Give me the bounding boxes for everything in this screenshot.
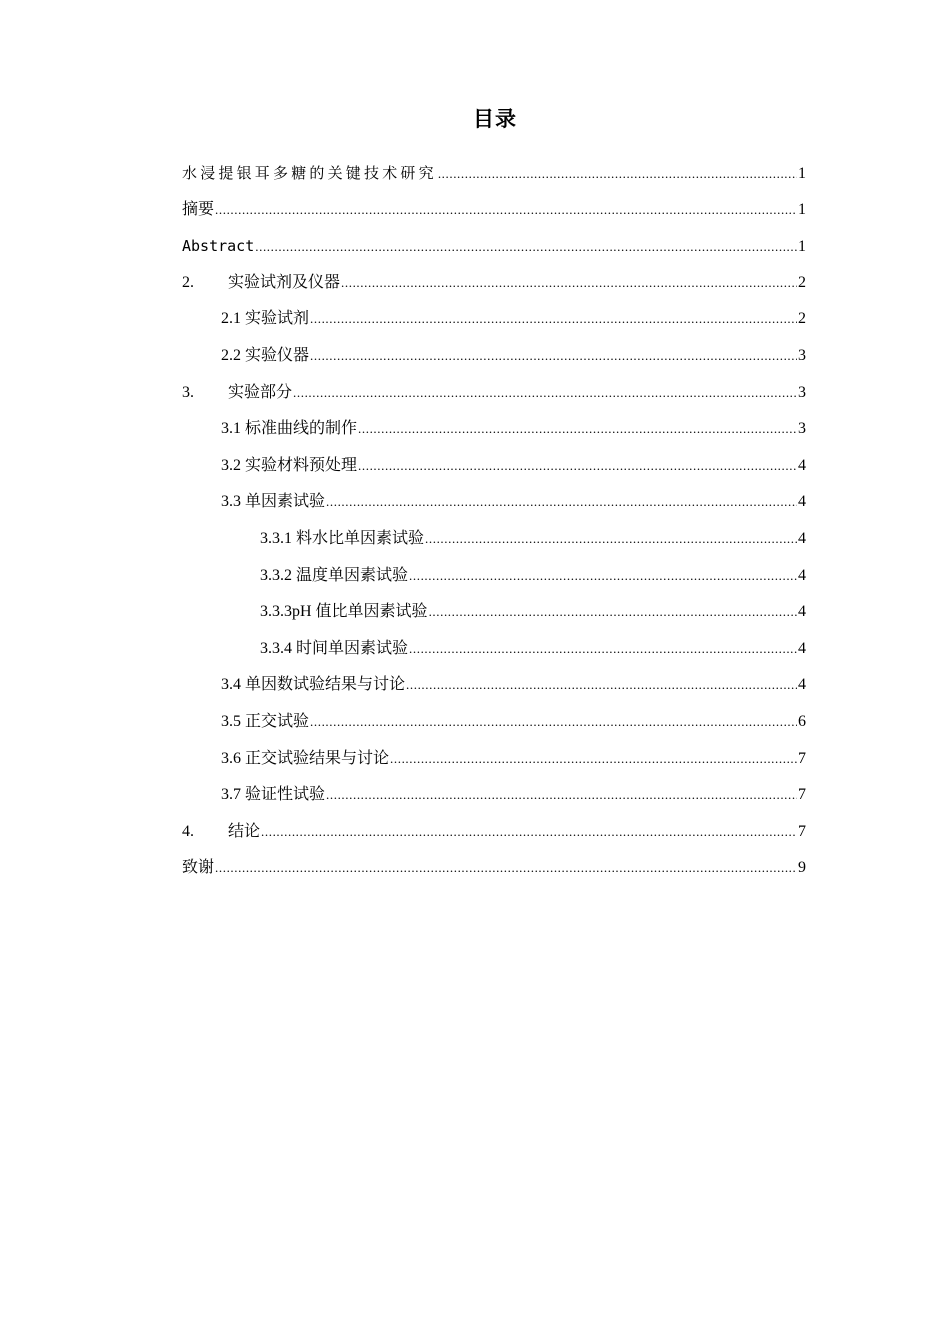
toc-entry-page-number: 7 (798, 786, 806, 804)
toc-entry-label: 3.3.2 温度单因素试验 (260, 566, 409, 584)
toc-entry[interactable] (182, 228, 806, 265)
toc-dot-leader (358, 411, 797, 448)
toc-dot-leader (390, 741, 797, 778)
toc-dot-leader (310, 704, 797, 741)
toc-dot-leader (261, 814, 797, 851)
toc-entry-label: 摘要 (182, 200, 215, 218)
toc-dot-leader (293, 375, 797, 412)
toc-dot-leader (215, 850, 797, 887)
toc-entry-page-number: 3 (798, 420, 806, 438)
toc-dot-leader (326, 777, 797, 814)
toc-dot-leader (429, 594, 797, 631)
toc-entry[interactable] (182, 265, 806, 302)
toc-entry[interactable] (182, 301, 806, 338)
toc-dot-leader (255, 229, 797, 266)
toc-entry-page-number: 3 (798, 346, 806, 364)
toc-entry-label: 实验部分 (228, 383, 293, 401)
toc-entry-label: 致谢 (182, 859, 215, 877)
toc-entry[interactable] (182, 521, 806, 558)
toc-dot-leader (409, 558, 797, 595)
toc-entry-label: 2.2 实验仪器 (221, 346, 310, 364)
toc-entry-number: 4. (182, 822, 194, 840)
toc-entry-page-number: 7 (798, 749, 806, 767)
toc-entry-label: 3.3.1 料水比单因素试验 (260, 529, 425, 547)
toc-entry[interactable] (182, 558, 806, 595)
toc-entry-number: 3. (182, 383, 194, 401)
toc-dot-leader (310, 338, 797, 375)
toc-entry[interactable] (182, 375, 806, 412)
toc-dot-leader (425, 521, 797, 558)
toc-entry-page-number: 7 (798, 822, 806, 840)
toc-entry-label: 3.4 单因数试验结果与讨论 (221, 676, 406, 694)
toc-entry-label: 3.1 标准曲线的制作 (221, 420, 358, 438)
toc-dot-leader (358, 448, 797, 485)
toc-entry-label: 3.2 实验材料预处理 (221, 456, 358, 474)
toc-entry-number: 2. (182, 273, 194, 291)
toc-title: 目录 (473, 107, 517, 131)
toc-entry-page-number: 1 (798, 165, 806, 182)
toc-entry[interactable] (182, 850, 806, 887)
toc-entry[interactable] (182, 741, 806, 778)
toc-entry[interactable] (182, 338, 806, 375)
toc-entry-page-number: 1 (798, 200, 806, 218)
toc-entry-page-number: 6 (798, 712, 806, 730)
toc-dot-leader (326, 484, 797, 521)
toc-entry-label: 水浸提银耳多糖的关键技术研究 (182, 164, 437, 182)
toc-entry-page-number: 9 (798, 859, 806, 877)
toc-entry-page-number: 2 (798, 310, 806, 328)
toc-dot-leader (341, 265, 797, 302)
toc-entry-page-number: 4 (798, 529, 806, 547)
toc-entry-label: 3.3 单因素试验 (221, 493, 326, 511)
toc-entry[interactable] (182, 814, 806, 851)
toc-entry[interactable] (182, 594, 806, 631)
toc-dot-leader (438, 156, 797, 193)
toc-entry-page-number: 3 (798, 383, 806, 401)
toc-entry[interactable] (182, 704, 806, 741)
toc-entry-page-number: 4 (798, 639, 806, 657)
toc-entry[interactable] (182, 631, 806, 668)
toc-entry-label: 实验试剂及仪器 (228, 273, 341, 291)
toc-entry-label: 3.3.4 时间单因素试验 (260, 639, 409, 657)
toc-entry[interactable] (182, 192, 806, 229)
toc-entry-page-number: 4 (798, 676, 806, 694)
toc-entry[interactable] (182, 448, 806, 485)
toc-entry-label: 3.6 正交试验结果与讨论 (221, 749, 390, 767)
toc-entry-page-number: 4 (798, 456, 806, 474)
toc-entry[interactable] (182, 777, 806, 814)
toc-dot-leader (409, 631, 797, 668)
toc-entry-page-number: 4 (798, 566, 806, 584)
toc-entry-page-number: 1 (798, 238, 806, 256)
toc-entry-label: 2.1 实验试剂 (221, 310, 310, 328)
toc-entry[interactable] (182, 667, 806, 704)
toc-entry[interactable] (182, 411, 806, 448)
toc-entry-label: 3.7 验证性试验 (221, 786, 326, 804)
toc-dot-leader (310, 301, 797, 338)
toc-entry[interactable] (182, 484, 806, 521)
toc-entry[interactable] (182, 155, 806, 192)
toc-entry-label: Abstract (182, 237, 255, 256)
toc-dot-leader (406, 667, 797, 704)
table-of-contents (182, 155, 806, 887)
toc-entry-page-number: 4 (798, 493, 806, 511)
toc-entry-page-number: 4 (798, 603, 806, 621)
toc-entry-page-number: 2 (798, 273, 806, 291)
toc-entry-label: 结论 (228, 822, 261, 840)
toc-dot-leader (215, 192, 797, 229)
toc-entry-label: 3.5 正交试验 (221, 712, 310, 730)
toc-entry-label: 3.3.3pH 值比单因素试验 (260, 603, 428, 621)
